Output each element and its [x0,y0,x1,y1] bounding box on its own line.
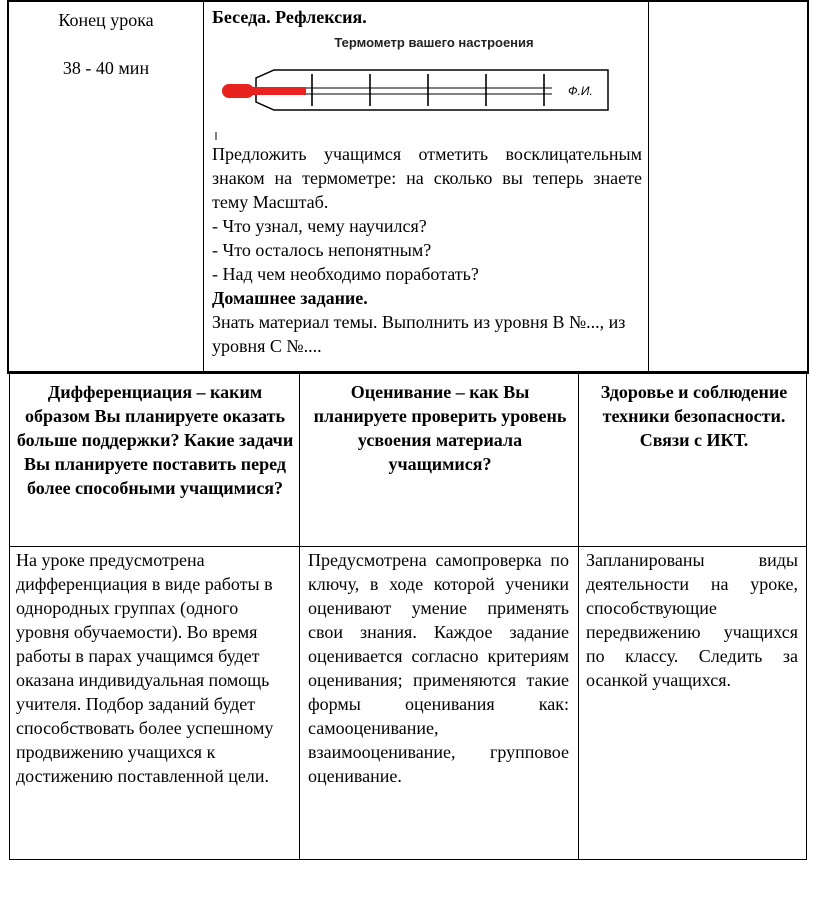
content-differentiation: На уроке предусмотрена дифференциация в виде работы в однородных группах (одного уровня обучаемости). Во время работы в парах учащимся будет оказана индивидуальная помощь учителя. Подбор заданий будет способствовать более успешному продвижению учащихся к достижению поставленной цели. [16,550,274,786]
lesson-stage: Конец урока [58,10,154,30]
bottom-table-border-left [9,372,10,860]
thermometer-mercury [250,87,306,95]
reflection-question-1: - Что узнал, чему научился? [212,216,427,236]
mood-thermometer [212,32,640,140]
header-assessment: Оценивание – как Вы планируете проверить уровень усвоения материала учащимися? [313,382,567,474]
homework-text: Знать материал темы. Выполнить из уровня В №..., из уровня С №.... [212,312,626,356]
reflection-question-3: - Над чем необходимо поработать? [212,264,479,284]
content-health-safety: Запланированы виды деятельности на уроке, способствующие передвижению учащихся по классу. Следить за осанкой учащихся. [586,550,798,690]
content-assessment: Предусмотрена самопроверка по ключу, в ходе которой ученики оценивают умение применять свои знания. Каждое задание оценивается согласно критериям оценивания; применяются такие формы оценивания как: самооценивание, взаимооценивание, групповое оценивание. [308,550,569,786]
reflection-body [212,142,642,358]
top-table-divider-1 [203,0,204,372]
thermometer-name-label: Ф.И. [568,84,593,98]
thermometer-title: Термометр вашего настроения [334,35,534,50]
reflection-intro: Предложить учащимся отметить восклицательным знаком на термометре: на сколько вы теперь знаете тему Масштаб. [212,144,642,212]
header-health-safety: Здоровье и соблюдение техники безопасности. Связи с ИКТ. [600,382,788,450]
bottom-table-divider-2 [578,372,579,860]
thermometer-scale [312,74,544,106]
bottom-table-header-separator [9,546,807,547]
reflection-question-2: - Что осталось непонятным? [212,240,432,260]
reflection-heading: Беседа. Рефлексия. [212,7,367,27]
bottom-table-border-bottom [9,859,807,860]
top-table-divider-2 [648,0,649,372]
header-differentiation: Дифференциация – каким образом Вы планируете оказать больше поддержки? Какие задачи Вы планируете поставить перед более способными учащимися? [16,382,294,498]
top-table-border-left [7,0,9,374]
thermometer-bulb [222,84,254,98]
homework-heading: Домашнее задание. [212,288,368,308]
bottom-table-divider-1 [299,372,300,860]
top-table-border-right [807,0,809,374]
top-table-border-top [7,0,809,2]
thermometer-tube [256,70,608,110]
lesson-stage-spacer [10,32,202,56]
top-table-border-bottom [7,371,809,374]
bottom-table-border-right [806,372,807,860]
lesson-stage-cell [10,8,202,80]
lesson-time: 38 - 40 мин [62,58,150,78]
